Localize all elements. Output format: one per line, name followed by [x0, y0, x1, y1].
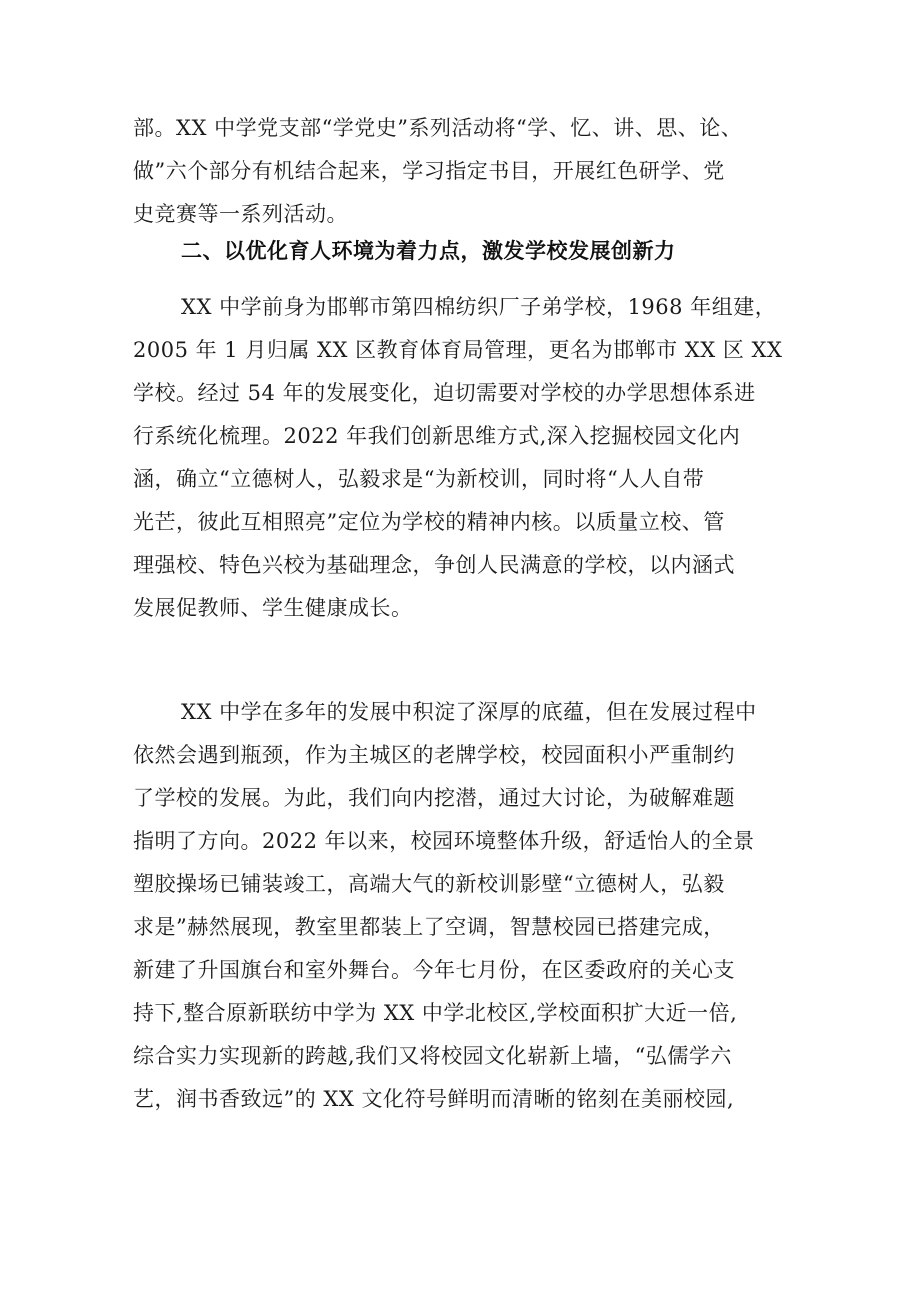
paragraph-line: 2005 年 1 月归属 XX 区教育体育局管理，更名为邯郸市 XX 区 XX [133, 338, 783, 362]
paragraph-line: 依然会遇到瓶颈，作为主城区的老牌学校，校园面积小严重制约 [133, 743, 735, 767]
paragraph-line: 新建了升国旗台和室外舞台。今年七月份，在区委政府的关心支 [133, 958, 735, 982]
paragraph-line: 了学校的发展。为此，我们向内挖潜，通过大讨论，为破解难题 [133, 786, 735, 810]
paragraph-line: XX 中学在多年的发展中积淀了深厚的底蕴，但在发展过程中 [181, 700, 757, 724]
paragraph-line: 光芒，彼此互相照亮”定位为学校的精神内核。以质量立校、管 [133, 510, 725, 534]
paragraph-line: 部。XX 中学党支部“学党史”系列活动将“学、忆、讲、思、论、 [133, 116, 743, 140]
paragraph-line: 史竞赛等一系列活动。 [133, 202, 348, 226]
paragraph-line: 求是”赫然展现，教室里都装上了空调，智慧校园已搭建完成， [133, 915, 725, 939]
paragraph-line: 学校。经过 54 年的发展变化，迫切需要对学校的办学思想体系进 [133, 381, 756, 405]
paragraph-line: 行系统化梳理。2022 年我们创新思维方式,深入挖掘校园文化内 [133, 424, 741, 448]
paragraph-1 [133, 107, 808, 236]
paragraph-line: XX 中学前身为邯郸市第四棉纺织厂子弟学校，1968 年组建， [181, 295, 777, 319]
paragraph-2 [133, 286, 808, 630]
paragraph-line: 艺，润书香致远”的 XX 文化符号鲜明而清晰的铭刻在美丽校园, [133, 1087, 735, 1111]
paragraph-line: 综合实力实现新的跨越,我们又将校园文化崭新上墙，“弘儒学六 [133, 1044, 732, 1068]
paragraph-line: 指明了方向。2022 年以来，校园环境整体升级，舒适怡人的全景 [133, 829, 755, 853]
paragraph-line: 持下,整合原新联纺中学为 XX 中学北校区,学校面积扩大近一倍, [133, 1001, 738, 1025]
paragraph-line: 塑胶操场已铺装竣工，高端大气的新校训影壁“立德树人，弘毅 [133, 872, 725, 896]
paragraph-line: 涵，确立“立德树人，弘毅求是“为新校训，同时将“人人自带 [133, 467, 705, 491]
paragraph-line: 做”六个部分有机结合起来，学习指定书目，开展红色研学、党 [133, 159, 725, 183]
paragraph-line: 发展促教师、学生健康成长。 [133, 596, 413, 620]
paragraph-line: 理强校、特色兴校为基础理念，争创人民满意的学校，以内涵式 [133, 553, 735, 577]
paragraph-3 [133, 691, 808, 1121]
section-heading: 二、以优化育人环境为着力点，激发学校发展创新力 [181, 239, 676, 263]
